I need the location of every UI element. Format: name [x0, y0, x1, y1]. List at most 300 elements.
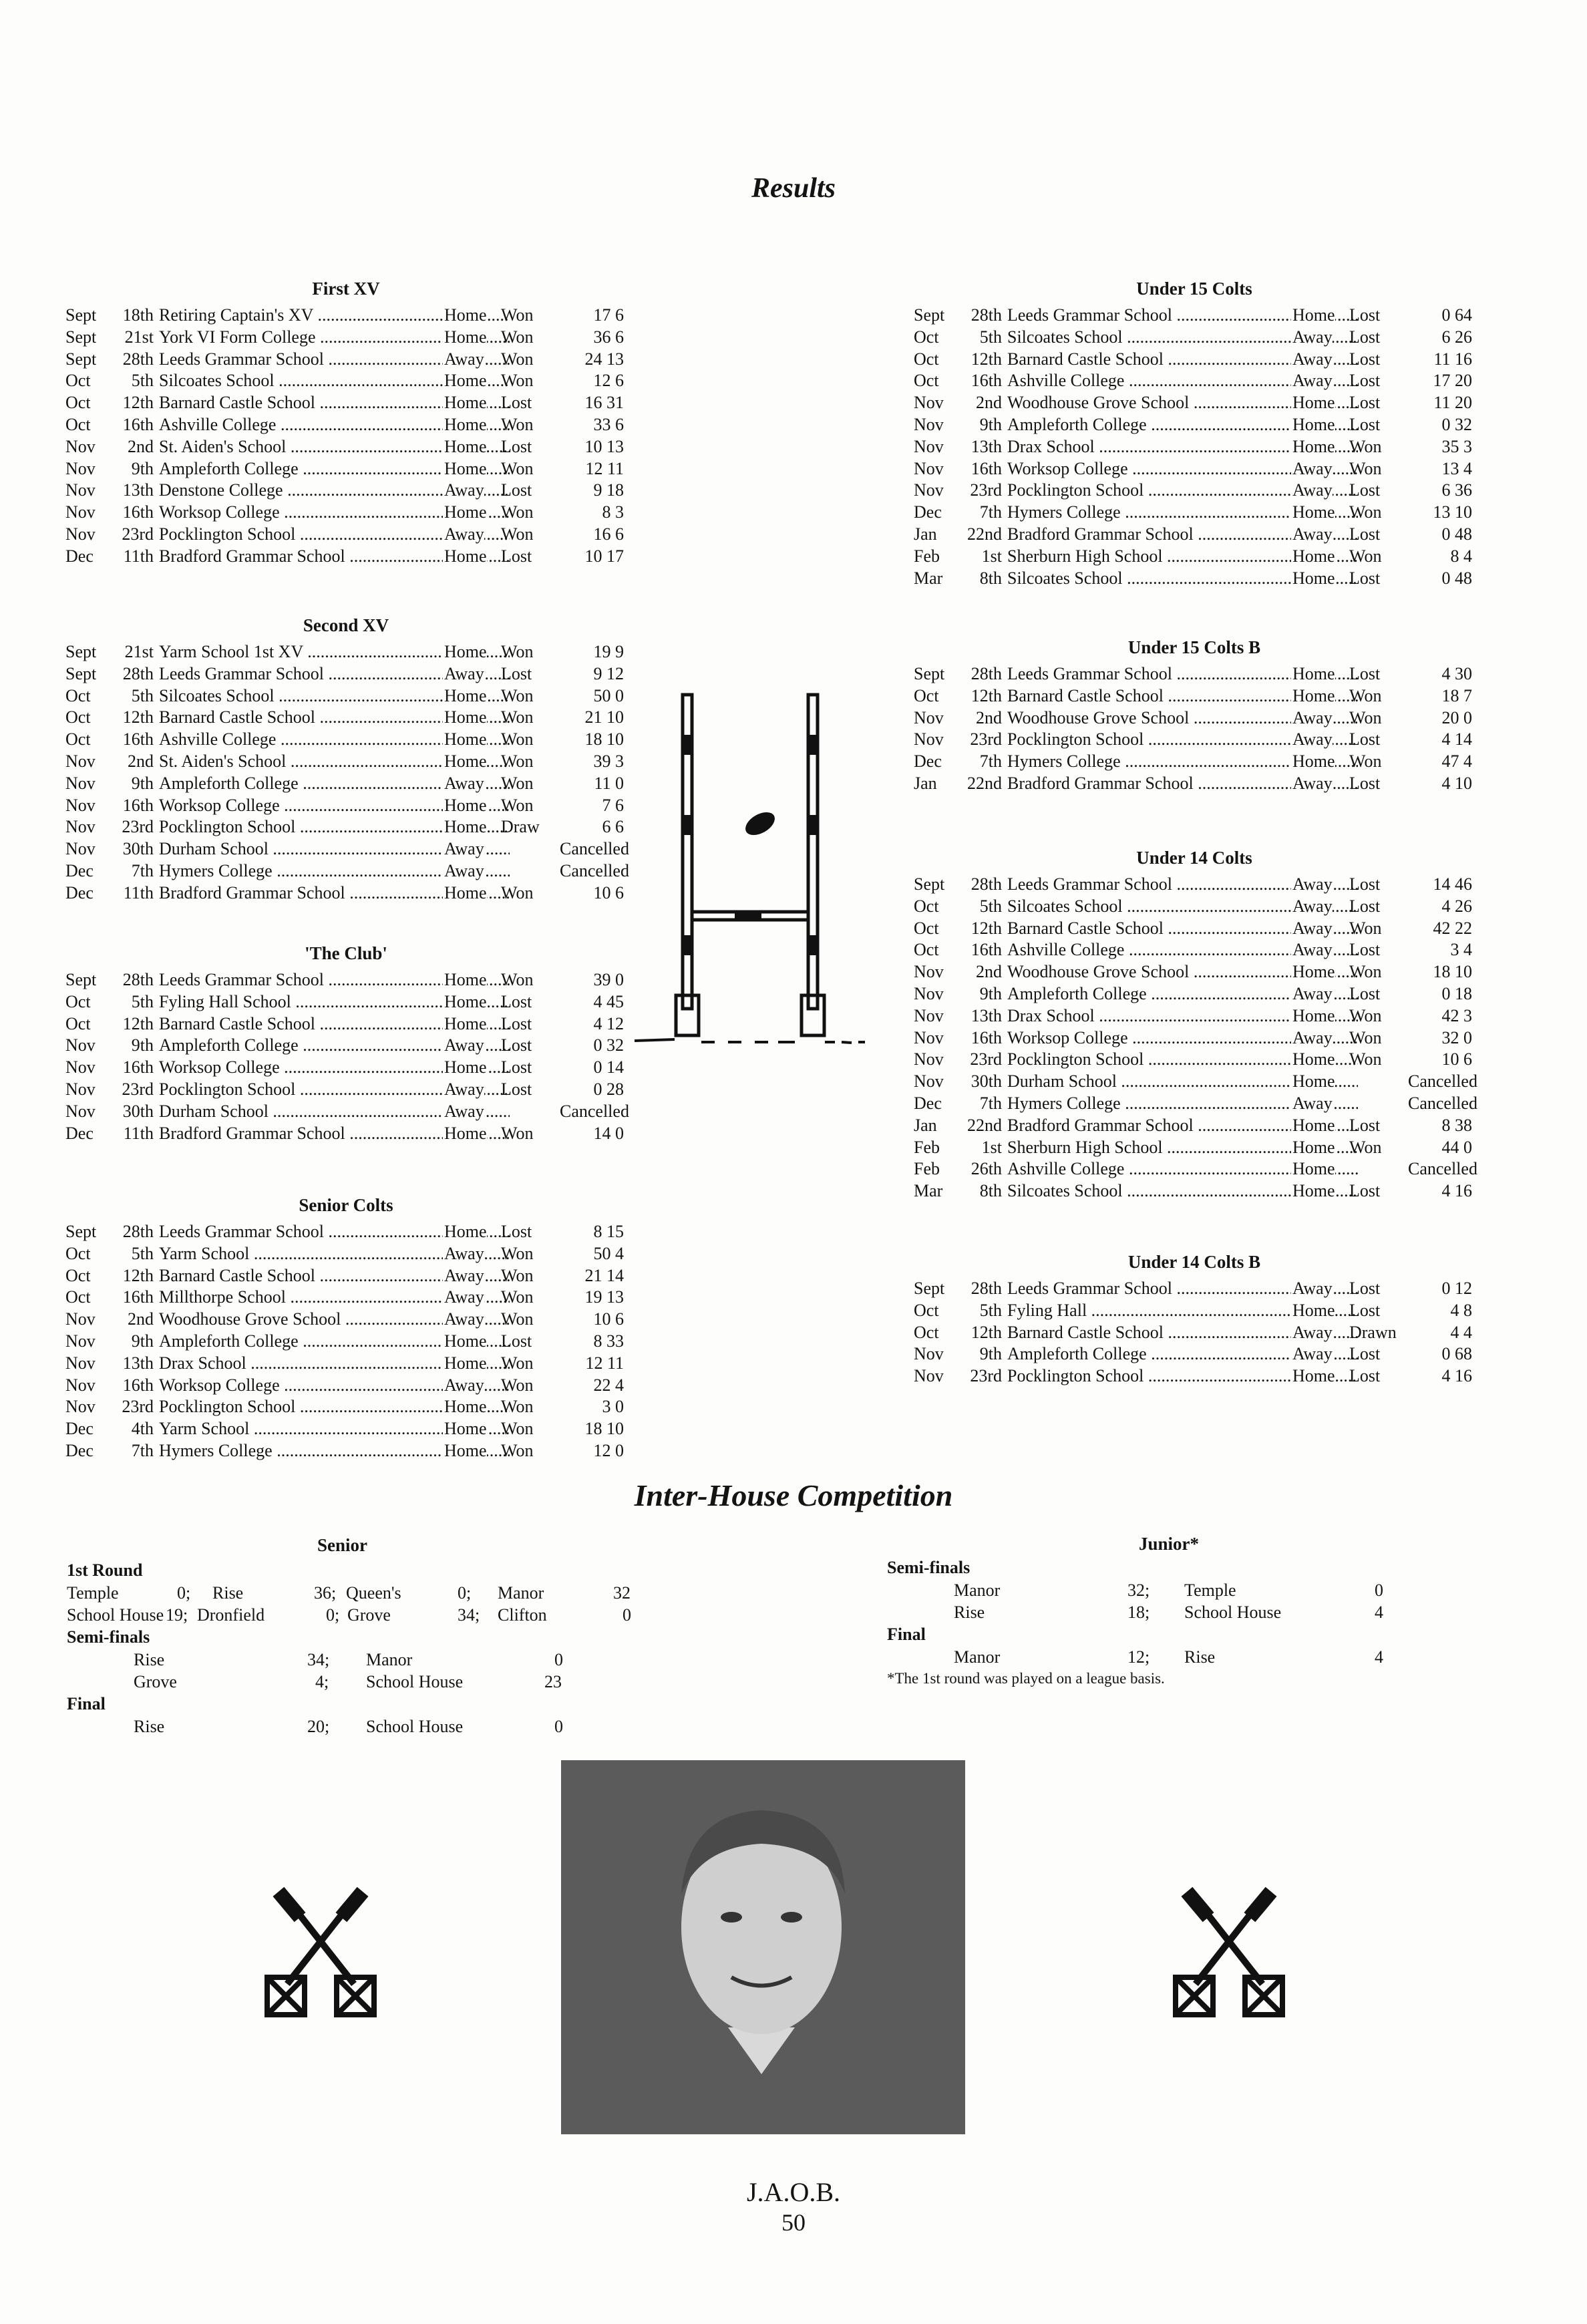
- match-result: Won: [501, 1287, 534, 1307]
- opponent-name: Durham School .....: [159, 838, 510, 860]
- section-heading: Under 14 Colts B: [1127, 1252, 1261, 1272]
- result-row: [65, 1101, 627, 1123]
- match-month: Nov: [914, 962, 944, 982]
- match-day: 23rd: [122, 1397, 154, 1417]
- match-day: 22nd: [967, 524, 1002, 544]
- match-day: 23rd: [970, 729, 1002, 750]
- match-score: Cancelled: [1408, 1071, 1477, 1092]
- result-row: [914, 961, 1475, 983]
- match-venue: Home: [443, 882, 487, 904]
- match-day: 23rd: [122, 1079, 154, 1099]
- results-section: [65, 273, 627, 568]
- opponent-name: Bradford Grammar School .....: [159, 546, 510, 568]
- result-row: [914, 939, 1475, 961]
- match-venue: Away: [443, 773, 484, 795]
- match-result: Won: [1349, 707, 1382, 727]
- match-score: 0 14: [593, 1057, 624, 1077]
- results-section: [914, 842, 1475, 1202]
- photo-caption: J.A.O.B.: [746, 2177, 841, 2207]
- match-day: 12th: [971, 685, 1002, 705]
- opponent-name: Worksop College .....: [1007, 458, 1358, 480]
- match-result: Lost: [501, 663, 532, 683]
- match-result: Lost: [1349, 1344, 1381, 1364]
- result-row: [65, 502, 627, 524]
- match-day: 12th: [971, 349, 1002, 369]
- match-score: 11 0: [594, 773, 624, 793]
- result-row: [65, 707, 627, 729]
- match-venue: Home: [1291, 305, 1335, 327]
- match-result: Lost: [1349, 393, 1381, 413]
- junior-final-label: Final: [887, 1625, 926, 1644]
- senior-first-round-label: 1st Round: [67, 1560, 143, 1580]
- result-row: [914, 327, 1475, 349]
- match-day: 22nd: [967, 1115, 1002, 1135]
- match-day: 13th: [122, 1353, 154, 1373]
- results-section: [914, 631, 1475, 795]
- junior-footnote: *The 1st round was played on a league basis.: [887, 1670, 1165, 1687]
- match-score: 4 45: [593, 991, 624, 1011]
- result-row: [914, 1049, 1475, 1071]
- match-month: Dec: [65, 860, 94, 880]
- match-month: Nov: [914, 729, 944, 750]
- result-row: [914, 480, 1475, 502]
- match-result: Won: [501, 349, 534, 369]
- match-month: Nov: [914, 458, 944, 478]
- result-row: [65, 1396, 627, 1418]
- result-row: [914, 773, 1475, 795]
- match-month: Sept: [914, 305, 945, 325]
- match-result: Draw: [501, 817, 540, 837]
- crossed-keys-emblem-right: [1162, 1877, 1296, 2024]
- match-score: 4 26: [1441, 896, 1472, 916]
- match-month: Oct: [65, 991, 91, 1011]
- match-venue: Home: [443, 1013, 487, 1035]
- results-section: [65, 937, 627, 1144]
- match-month: Mar: [914, 568, 943, 588]
- match-venue: Away: [443, 1243, 484, 1265]
- opponent-name: Leeds Grammar School .....: [1007, 305, 1358, 327]
- match-result: Lost: [1349, 327, 1381, 347]
- match-venue: Away: [1291, 1093, 1333, 1115]
- match-result: Lost: [501, 1079, 532, 1099]
- match-month: Nov: [65, 773, 96, 793]
- match-result: Won: [501, 371, 534, 391]
- opponent-name: Hymers College .....: [1007, 1093, 1358, 1115]
- result-row: [914, 370, 1475, 392]
- match-day: 12th: [122, 707, 154, 727]
- result-row: [914, 751, 1475, 773]
- match-day: 5th: [979, 1300, 1002, 1320]
- match-day: 11th: [123, 1123, 154, 1143]
- opponent-name: Pocklington School .....: [159, 1396, 510, 1418]
- match-day: 16th: [122, 1375, 154, 1395]
- results-section: [914, 1246, 1475, 1387]
- match-month: Nov: [65, 1057, 96, 1077]
- result-row: [65, 1309, 627, 1331]
- result-row: [65, 349, 627, 371]
- match-result: Won: [501, 707, 534, 727]
- opponent-name: Fyling Hall School .....: [159, 991, 510, 1013]
- match-day: 5th: [131, 371, 154, 391]
- match-month: Sept: [914, 1279, 945, 1298]
- match-venue: Away: [443, 1035, 484, 1057]
- match-score: 14 0: [593, 1123, 624, 1143]
- opponent-name: Worksop College .....: [159, 795, 510, 817]
- opponent-name: Bradford Grammar School .....: [1007, 773, 1358, 795]
- result-row: [914, 458, 1475, 480]
- match-venue: Home: [443, 502, 487, 524]
- result-row: [65, 305, 627, 327]
- match-score: 12 11: [585, 1353, 624, 1373]
- match-venue: Away: [443, 1265, 484, 1287]
- match-score: 4 30: [1441, 664, 1472, 683]
- match-score: 4 16: [1441, 1181, 1472, 1201]
- match-result: Won: [501, 970, 534, 989]
- match-score: 18 10: [584, 729, 624, 750]
- match-score: 6 36: [1441, 480, 1472, 500]
- match-result: Won: [501, 502, 534, 522]
- match-venue: Away: [1291, 939, 1333, 961]
- match-month: Oct: [914, 1300, 939, 1320]
- match-score: 0 64: [1441, 305, 1472, 325]
- match-month: Dec: [914, 752, 942, 772]
- match-day: 18th: [122, 305, 154, 325]
- match-month: Dec: [65, 1419, 94, 1439]
- match-score: 4 10: [1441, 773, 1472, 793]
- match-score: 0 68: [1441, 1344, 1472, 1364]
- opponent-name: Leeds Grammar School .....: [159, 969, 510, 991]
- inter-house-title: Inter-House Competition: [634, 1478, 953, 1512]
- match-month: Nov: [65, 502, 96, 522]
- match-day: 12th: [971, 1322, 1002, 1342]
- match-month: Nov: [914, 414, 944, 434]
- opponent-name: Durham School .....: [159, 1101, 510, 1123]
- match-day: 5th: [131, 991, 154, 1011]
- match-month: Dec: [914, 1093, 942, 1113]
- match-venue: Home: [443, 707, 487, 729]
- opponent-name: Silcoates School .....: [1007, 1180, 1358, 1202]
- match-score: 20 0: [1441, 707, 1472, 727]
- match-day: 9th: [131, 1035, 154, 1055]
- match-score: 39 0: [593, 970, 624, 989]
- match-venue: Home: [1291, 1158, 1335, 1180]
- match-month: Feb: [914, 1137, 940, 1157]
- opponent-name: York VI Form College .....: [159, 327, 510, 349]
- match-venue: Away: [1291, 729, 1333, 751]
- rugby-goalposts-drawing: [635, 681, 915, 1069]
- match-venue: Home: [443, 1353, 487, 1375]
- opponent-name: Silcoates School .....: [159, 370, 510, 392]
- opponent-name: Fyling Hall .....: [1007, 1300, 1358, 1322]
- match-day: 7th: [131, 860, 154, 880]
- match-result: Won: [501, 882, 534, 902]
- match-venue: Away: [443, 524, 484, 546]
- match-score: 42 22: [1433, 918, 1472, 938]
- match-score: 6 26: [1441, 327, 1472, 347]
- match-venue: Home: [1291, 414, 1335, 436]
- result-row: [65, 524, 627, 546]
- match-month: Nov: [65, 524, 96, 544]
- opponent-name: Pocklington School .....: [159, 1079, 510, 1101]
- match-result: Won: [501, 1397, 534, 1417]
- match-month: Nov: [914, 1071, 944, 1092]
- opponent-name: Ampleforth College .....: [1007, 983, 1358, 1005]
- match-result: Lost: [501, 1035, 532, 1055]
- opponent-name: Barnard Castle School .....: [159, 392, 510, 414]
- match-venue: Home: [443, 414, 487, 436]
- result-row: [914, 896, 1475, 918]
- match-score: 35 3: [1441, 436, 1472, 456]
- opponent-name: Ashville College .....: [1007, 370, 1358, 392]
- match-day: 13th: [122, 480, 154, 500]
- match-month: Dec: [65, 546, 94, 566]
- match-score: 10 6: [593, 882, 624, 902]
- results-section: [65, 609, 627, 904]
- opponent-name: Pocklington School .....: [1007, 729, 1358, 751]
- section-heading: Senior Colts: [299, 1195, 393, 1215]
- opponent-name: Woodhouse Grove School .....: [1007, 392, 1358, 414]
- opponent-name: Ampleforth College .....: [159, 1331, 510, 1353]
- match-venue: Home: [443, 1123, 487, 1145]
- match-score: 0 18: [1441, 983, 1472, 1003]
- match-venue: Away: [443, 480, 484, 502]
- match-day: 21st: [124, 642, 154, 661]
- match-venue: Home: [443, 305, 487, 327]
- match-day: 26th: [971, 1159, 1002, 1179]
- match-result: Lost: [1349, 664, 1381, 683]
- match-venue: Away: [443, 1101, 484, 1123]
- result-row: [65, 1375, 627, 1397]
- match-venue: Home: [1291, 1115, 1335, 1137]
- opponent-name: Barnard Castle School .....: [1007, 349, 1358, 371]
- match-month: Oct: [914, 349, 939, 369]
- match-day: 5th: [131, 1243, 154, 1263]
- result-row: [65, 414, 627, 436]
- match-venue: Home: [443, 816, 487, 838]
- match-score: Cancelled: [1408, 1159, 1477, 1179]
- match-venue: Home: [443, 1221, 487, 1243]
- match-score: 14 46: [1433, 874, 1472, 894]
- match-day: 23rd: [122, 524, 154, 544]
- result-row: [65, 458, 627, 480]
- match-day: 16th: [122, 729, 154, 750]
- match-venue: Home: [443, 1418, 487, 1440]
- match-result: Lost: [1349, 414, 1381, 434]
- match-score: 32 0: [1441, 1027, 1472, 1047]
- match-result: Won: [1349, 1005, 1382, 1025]
- match-result: Lost: [1349, 1279, 1381, 1298]
- match-score: 8 38: [1441, 1115, 1472, 1135]
- match-score: 4 8: [1450, 1300, 1472, 1320]
- opponent-name: Bradford Grammar School .....: [1007, 524, 1358, 546]
- match-score: 12 11: [585, 458, 624, 478]
- match-venue: Away: [443, 1079, 484, 1101]
- match-score: 4 4: [1450, 1322, 1472, 1342]
- match-venue: Away: [1291, 370, 1333, 392]
- result-row: [914, 1278, 1475, 1300]
- opponent-name: Leeds Grammar School .....: [159, 349, 510, 371]
- match-venue: Home: [443, 991, 487, 1013]
- result-row: [914, 1093, 1475, 1115]
- match-venue: Home: [1291, 1365, 1335, 1387]
- match-day: 28th: [971, 1279, 1002, 1298]
- match-month: Oct: [65, 1265, 91, 1285]
- match-score: 13 4: [1441, 458, 1472, 478]
- result-row: [65, 370, 627, 392]
- result-row: [914, 349, 1475, 371]
- match-day: 28th: [122, 970, 154, 989]
- page-number: 50: [781, 2209, 806, 2236]
- match-venue: Home: [1291, 1071, 1335, 1093]
- match-venue: Home: [443, 641, 487, 663]
- match-result: Won: [1349, 685, 1382, 705]
- match-result: Won: [501, 729, 534, 750]
- match-day: 23rd: [122, 817, 154, 837]
- match-month: Oct: [65, 371, 91, 391]
- crossed-keys-emblem-left: [254, 1877, 387, 2024]
- opponent-name: Ampleforth College .....: [159, 458, 510, 480]
- match-month: Nov: [914, 1344, 944, 1364]
- match-month: Nov: [65, 1309, 96, 1329]
- match-result: Won: [1349, 1137, 1382, 1157]
- match-month: Nov: [65, 458, 96, 478]
- opponent-name: Woodhouse Grove School .....: [1007, 961, 1358, 983]
- match-month: Nov: [65, 795, 96, 815]
- match-result: Lost: [501, 546, 532, 566]
- match-result: Won: [1349, 918, 1382, 938]
- match-venue: Home: [443, 370, 487, 392]
- match-score: 18 7: [1441, 685, 1472, 705]
- match-venue: Home: [1291, 1300, 1335, 1322]
- match-month: Nov: [914, 393, 944, 413]
- match-score: 16 31: [584, 393, 624, 413]
- opponent-name: Denstone College .....: [159, 480, 510, 502]
- result-row: [65, 1013, 627, 1035]
- opponent-name: Barnard Castle School .....: [1007, 685, 1358, 707]
- opponent-name: Ampleforth College .....: [1007, 414, 1358, 436]
- match-month: Nov: [914, 1366, 944, 1386]
- junior-semis-label: Semi-finals: [887, 1558, 971, 1577]
- opponent-name: Worksop College .....: [1007, 1027, 1358, 1049]
- match-day: 12th: [122, 1013, 154, 1033]
- match-day: 16th: [122, 414, 154, 434]
- result-row: [65, 969, 627, 991]
- match-day: 9th: [131, 773, 154, 793]
- opponent-name: Woodhouse Grove School .....: [159, 1309, 510, 1331]
- match-result: Lost: [1349, 1181, 1381, 1201]
- match-result: Won: [501, 414, 534, 434]
- opponent-name: Bradford Grammar School .....: [1007, 1115, 1358, 1137]
- match-month: Nov: [65, 1035, 96, 1055]
- result-row: [914, 1027, 1475, 1049]
- result-row: [65, 882, 627, 904]
- match-day: 8th: [979, 1181, 1002, 1201]
- match-day: 1st: [981, 1137, 1002, 1157]
- match-venue: Home: [443, 327, 487, 349]
- senior-final-label: Final: [67, 1694, 106, 1713]
- match-score: 9 18: [593, 480, 624, 500]
- match-month: Oct: [65, 707, 91, 727]
- opponent-name: Hymers College .....: [159, 860, 510, 882]
- result-row: [914, 1115, 1475, 1137]
- match-venue: Home: [443, 1440, 487, 1462]
- match-venue: Home: [1291, 392, 1335, 414]
- match-result: Won: [501, 1309, 534, 1329]
- match-result: Lost: [1349, 940, 1381, 960]
- match-score: 10 13: [584, 436, 624, 456]
- match-month: Oct: [914, 327, 939, 347]
- match-result: Won: [1349, 502, 1382, 522]
- match-month: Oct: [65, 729, 91, 750]
- match-venue: Home: [1291, 502, 1335, 524]
- section-heading: First XV: [312, 279, 380, 299]
- match-venue: Away: [1291, 773, 1333, 795]
- match-score: 11 20: [1433, 393, 1472, 413]
- opponent-name: Worksop College .....: [159, 1375, 510, 1397]
- match-score: 0 28: [593, 1079, 624, 1099]
- match-month: Dec: [65, 1123, 94, 1143]
- match-venue: Home: [443, 751, 487, 773]
- opponent-name: Drax School .....: [159, 1353, 510, 1375]
- opponent-name: Leeds Grammar School .....: [1007, 1278, 1358, 1300]
- match-result: Won: [1349, 458, 1382, 478]
- opponent-name: Yarm School 1st XV .....: [159, 641, 510, 663]
- match-day: 5th: [979, 896, 1002, 916]
- result-row: [65, 436, 627, 458]
- match-day: 28th: [971, 305, 1002, 325]
- match-score: 9 12: [593, 663, 624, 683]
- match-score: 21 10: [584, 707, 624, 727]
- match-month: Oct: [914, 940, 939, 960]
- match-month: Sept: [65, 305, 97, 325]
- result-row: [914, 1322, 1475, 1344]
- match-score: Cancelled: [560, 860, 629, 880]
- match-month: Jan: [914, 773, 937, 793]
- match-score: 8 3: [602, 502, 624, 522]
- opponent-name: Pocklington School .....: [1007, 1365, 1358, 1387]
- match-day: 13th: [971, 1005, 1002, 1025]
- match-score: 3 4: [1450, 940, 1472, 960]
- match-day: 9th: [131, 1331, 154, 1351]
- match-result: Won: [501, 685, 534, 705]
- opponent-name: Yarm School .....: [159, 1418, 510, 1440]
- match-result: Lost: [501, 1222, 532, 1241]
- match-day: 7th: [131, 1440, 154, 1460]
- match-score: 0 12: [1441, 1279, 1472, 1298]
- match-score: 12 6: [593, 371, 624, 391]
- match-month: Nov: [65, 1101, 96, 1121]
- match-result: Lost: [1349, 568, 1381, 588]
- match-venue: Home: [1291, 1005, 1335, 1027]
- match-day: 28th: [971, 874, 1002, 894]
- match-score: 24 13: [584, 349, 624, 369]
- match-venue: Home: [443, 1057, 487, 1079]
- result-row: [914, 546, 1475, 568]
- match-day: 30th: [122, 1101, 154, 1121]
- match-venue: Home: [1291, 685, 1335, 707]
- opponent-name: Sherburn High School .....: [1007, 546, 1358, 568]
- match-venue: Home: [443, 685, 487, 707]
- opponent-name: Ashville College .....: [159, 729, 510, 751]
- result-row: [65, 1079, 627, 1101]
- match-month: Sept: [65, 1222, 97, 1241]
- opponent-name: Silcoates School .....: [1007, 327, 1358, 349]
- match-result: Drawn: [1349, 1322, 1397, 1342]
- match-score: 8 33: [593, 1331, 624, 1351]
- result-row: [914, 918, 1475, 940]
- section-heading: Under 14 Colts: [1136, 848, 1252, 868]
- match-venue: Home: [1291, 663, 1335, 685]
